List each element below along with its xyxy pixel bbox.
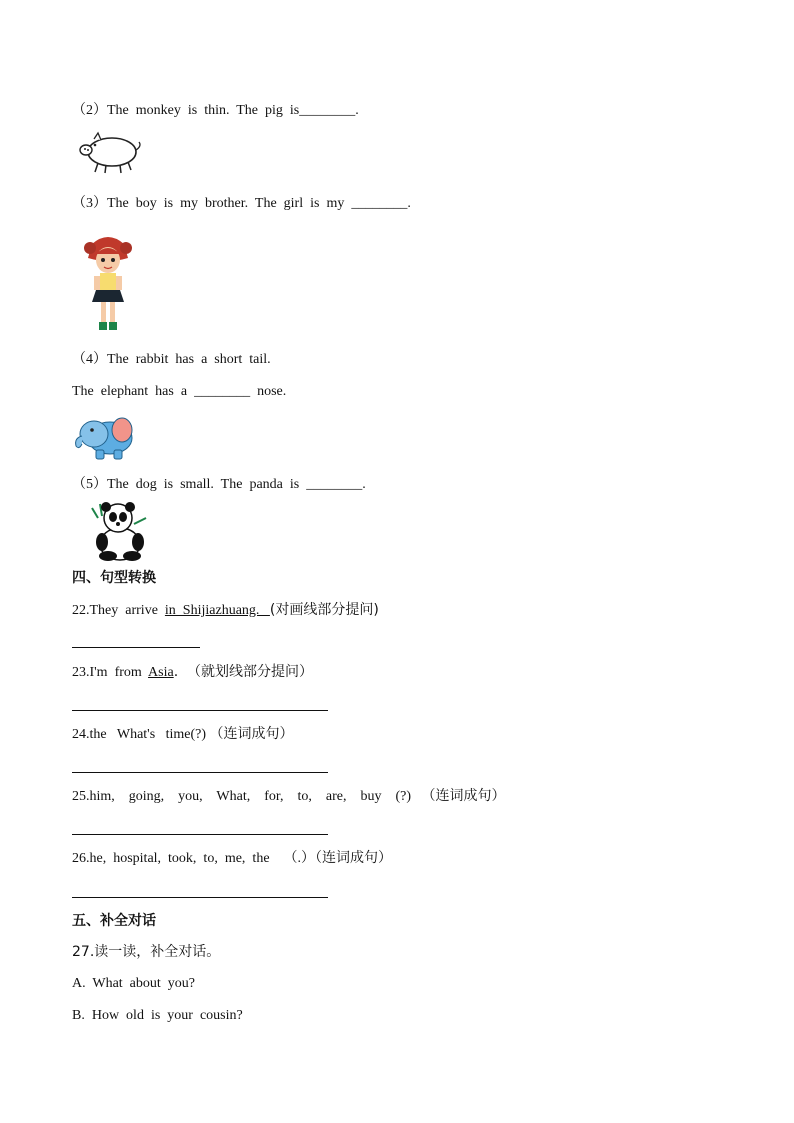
question-5: （5）The dog is small. The panda is ________.	[72, 477, 366, 492]
answer-line-22[interactable]	[72, 647, 200, 648]
sentence-23-underlined: Asia	[148, 665, 174, 680]
sentence-22-underlined: in Shijiazhuang.	[164, 603, 270, 618]
answer-line-26[interactable]	[72, 897, 328, 898]
option-b: B. How old is your cousin?	[72, 1008, 243, 1023]
question-2: （2）The monkey is thin. The pig is________.	[72, 103, 359, 118]
answer-line-23[interactable]	[72, 710, 328, 711]
question-4-line-2: The elephant has a ________ nose.	[72, 384, 287, 399]
question-27: 27.读一读，补全对话。	[72, 944, 221, 960]
option-a: A. What about you?	[72, 976, 195, 991]
section-5-title: 五、补全对话	[72, 913, 156, 929]
sentence-22	[72, 601, 379, 620]
sentence-22-instruction: (对画线部分提问)	[269, 602, 379, 618]
sentence-25: 25.him, going, you, What, for, to, are, buy (?) （连词成句）	[72, 789, 506, 804]
question-4-line-1: （4）The rabbit has a short tail.	[72, 352, 271, 367]
girl-icon	[84, 236, 132, 334]
section-4-title: 四、句型转换	[72, 570, 156, 586]
answer-line-25[interactable]	[72, 834, 328, 835]
answer-line-24[interactable]	[72, 772, 328, 773]
question-3: （3）The boy is my brother. The girl is my ________.	[72, 196, 411, 211]
panda-icon	[88, 498, 150, 562]
sentence-26: 26.he, hospital, took, to, me, the （.）（连词成句）	[72, 851, 393, 866]
sentence-22-prefix: 22.They arrive	[72, 603, 165, 618]
sentence-23	[72, 663, 313, 682]
sentence-24: 24.the What's time(?) （连词成句）	[72, 727, 294, 742]
sentence-23-instruction: . （就划线部分提问）	[173, 664, 314, 680]
elephant-icon	[72, 412, 140, 462]
sentence-23-prefix: 23.I'm from	[72, 665, 149, 680]
pig-icon	[76, 130, 142, 176]
